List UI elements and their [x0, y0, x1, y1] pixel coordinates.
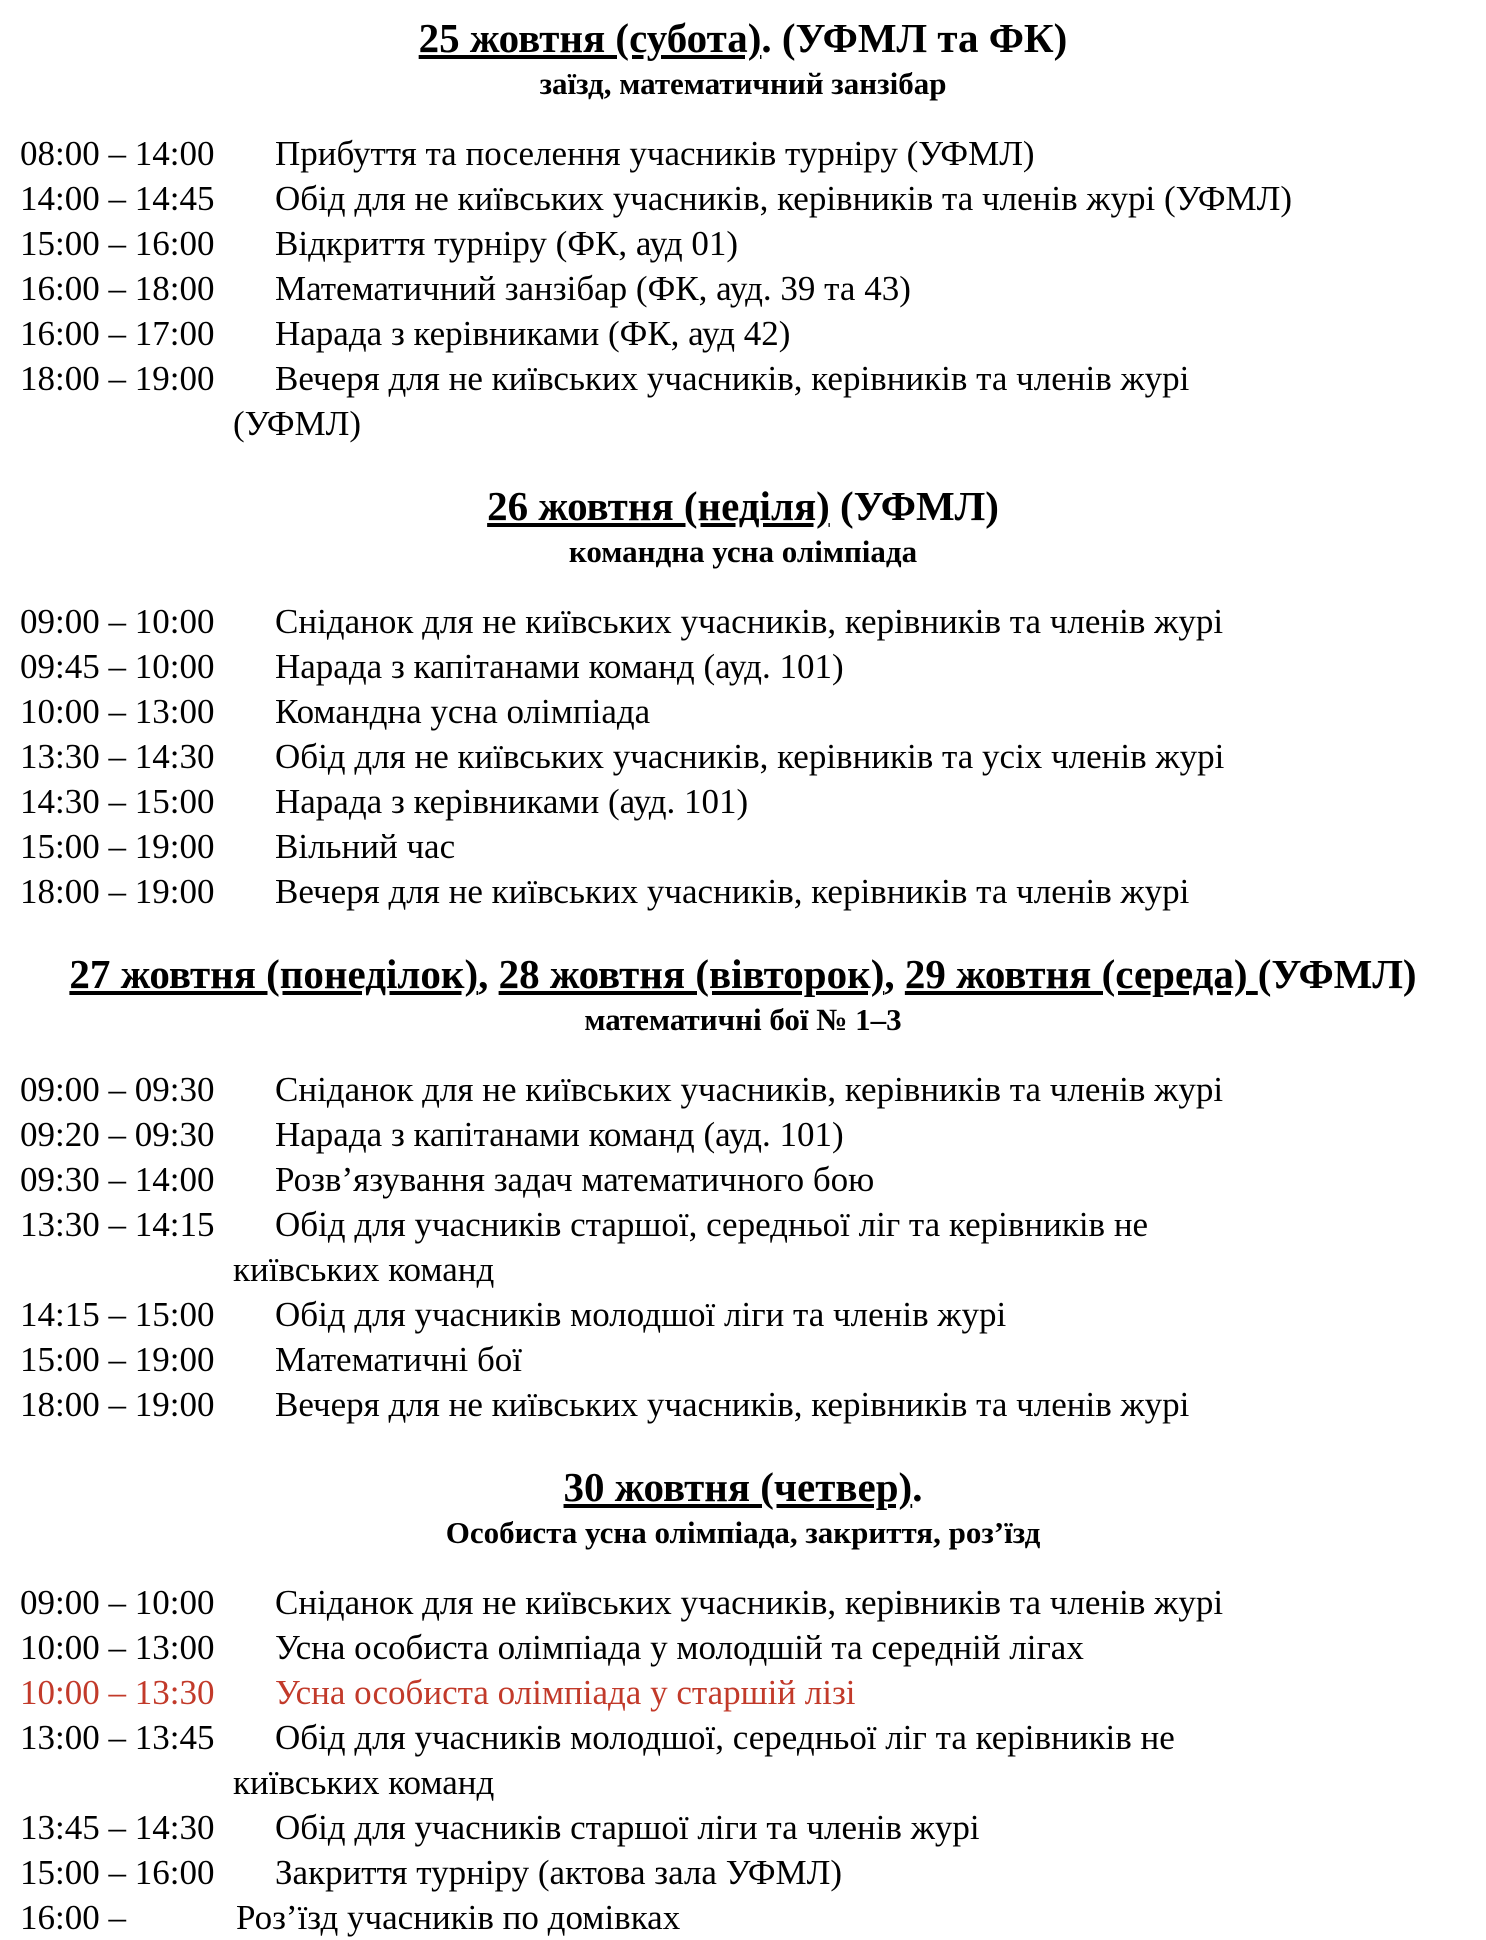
- time-range: 10:00 – 13:30: [20, 1673, 215, 1712]
- schedule-row: [0, 824, 1486, 869]
- schedule-row: [0, 1850, 1486, 1895]
- event-description: Математичні бої: [275, 1340, 522, 1379]
- schedule-rows: [0, 1067, 1486, 1427]
- event-description: Вечеря для не київських учасників, керівників та членів журі: [275, 359, 1190, 398]
- schedule-row: [0, 1382, 1486, 1427]
- schedule-row: [0, 266, 1486, 311]
- event-description: Обід для учасників молодшої, середньої ліг та керівників не: [275, 1718, 1175, 1757]
- time-range: 15:00 – 16:00: [20, 224, 215, 263]
- time-range: 15:00 – 16:00: [20, 1853, 215, 1892]
- time-range: 09:30 – 14:00: [20, 1160, 215, 1199]
- time-range: 16:00 – 18:00: [20, 269, 215, 308]
- schedule-row: [0, 1292, 1486, 1337]
- event-description: Закриття турніру (актова зала УФМЛ): [275, 1853, 843, 1892]
- title-date: 27 жовтня (понеділок): [69, 951, 479, 997]
- event-description-continuation: (УФМЛ): [233, 404, 362, 443]
- event-description: Обід для не київських учасників, керівників та усіх членів журі: [275, 737, 1225, 776]
- time-range: 13:30 – 14:30: [20, 737, 215, 776]
- schedule-row: [0, 869, 1486, 914]
- time-range: 09:45 – 10:00: [20, 647, 215, 686]
- section-title: [0, 950, 1486, 999]
- time-range: 14:00 – 14:45: [20, 179, 215, 218]
- schedule-row: [0, 1112, 1486, 1157]
- schedule-row: [0, 1202, 1486, 1292]
- schedule-row: [0, 779, 1486, 824]
- event-description: Обід для учасників старшої ліги та членів журі: [275, 1808, 980, 1847]
- schedule-row: [0, 131, 1486, 176]
- event-description: Нарада з капітанами команд (ауд. 101): [275, 647, 844, 686]
- section-day-6: [0, 1463, 1486, 1940]
- schedule-row: [0, 356, 1486, 446]
- title-separator: ,: [884, 951, 905, 997]
- section-subtitle: Особиста усна олімпіада, закриття, роз’їзд: [445, 1515, 1041, 1550]
- event-description: Роз’їзд учасників по домівках: [236, 1898, 681, 1937]
- schedule-row: [0, 1157, 1486, 1202]
- event-description: Командна усна олімпіада: [275, 692, 651, 731]
- event-description: Обід для учасників молодшої ліги та членів журі: [275, 1295, 1007, 1334]
- schedule-row: [0, 599, 1486, 644]
- section-days-3-5: [0, 950, 1486, 1427]
- schedule-row: [0, 644, 1486, 689]
- title-period: .: [912, 1464, 923, 1510]
- event-description: Обід для учасників старшої, середньої ліг та керівників не: [275, 1205, 1149, 1244]
- event-description: Нарада з капітанами команд (ауд. 101): [275, 1115, 844, 1154]
- schedule-row: [0, 221, 1486, 266]
- title-date: 26 жовтня (неділя): [487, 483, 830, 529]
- schedule-rows: [0, 131, 1486, 446]
- event-description: Розв’язування задач математичного бою: [275, 1160, 875, 1199]
- schedule-row: [0, 1580, 1486, 1625]
- event-description: Сніданок для не київських учасників, керівників та членів журі: [275, 1070, 1224, 1109]
- schedule-rows: [0, 1580, 1486, 1940]
- schedule-row: [0, 1715, 1486, 1805]
- title-date: 28 жовтня (вівторок): [498, 951, 885, 997]
- section-title: [0, 14, 1486, 63]
- section-subtitle: заїзд, математичний занзібар: [539, 66, 947, 101]
- event-description: Сніданок для не київських учасників, керівників та членів журі: [275, 602, 1224, 641]
- section-day-1: [0, 14, 1486, 446]
- time-range: 16:00 –: [20, 1898, 126, 1937]
- title-location: . (УФМЛ та ФК): [761, 15, 1068, 61]
- schedule-row: [0, 311, 1486, 356]
- schedule-row: [0, 1067, 1486, 1112]
- time-range: 18:00 – 19:00: [20, 872, 215, 911]
- time-range: 09:00 – 10:00: [20, 602, 215, 641]
- schedule-row: [0, 176, 1486, 221]
- time-range: 18:00 – 19:00: [20, 359, 215, 398]
- event-description: Усна особиста олімпіада у старшій лізі: [275, 1673, 856, 1712]
- event-description: Відкриття турніру (ФК, ауд 01): [275, 224, 739, 263]
- time-range: 15:00 – 19:00: [20, 1340, 215, 1379]
- time-range: 09:00 – 10:00: [20, 1583, 215, 1622]
- section-subtitle: командна усна олімпіада: [568, 534, 918, 569]
- schedule-row: [0, 1625, 1486, 1670]
- time-range: 15:00 – 19:00: [20, 827, 215, 866]
- time-range: 14:30 – 15:00: [20, 782, 215, 821]
- time-range: 14:15 – 15:00: [20, 1295, 215, 1334]
- event-description-continuation: київських команд: [233, 1250, 495, 1289]
- time-range: 13:30 – 14:15: [20, 1205, 215, 1244]
- title-location: (УФМЛ): [829, 483, 999, 529]
- title-date: 25 жовтня (субота): [418, 15, 762, 61]
- event-description: Вільний час: [275, 827, 456, 866]
- schedule-row: [0, 1337, 1486, 1382]
- event-description: Вечеря для не київських учасників, керівників та членів журі: [275, 1385, 1190, 1424]
- section-day-2: [0, 482, 1486, 914]
- section-subtitle: математичні бої № 1–3: [584, 1002, 902, 1037]
- event-description: Вечеря для не київських учасників, керівників та членів журі: [275, 872, 1190, 911]
- event-description: Сніданок для не київських учасників, керівників та членів журі: [275, 1583, 1224, 1622]
- event-description: Математичний занзібар (ФК, ауд. 39 та 43): [275, 269, 911, 308]
- title-date: 30 жовтня (четвер): [563, 1464, 913, 1510]
- section-title: [0, 1463, 1486, 1512]
- event-description: Прибуття та поселення учасників турніру (УФМЛ): [275, 134, 1035, 173]
- time-range: 10:00 – 13:00: [20, 692, 215, 731]
- event-description: Нарада з керівниками (ауд. 101): [275, 782, 749, 821]
- event-description: Нарада з керівниками (ФК, ауд 42): [275, 314, 791, 353]
- title-location: (УФМЛ): [1257, 951, 1417, 997]
- title-separator: ,: [478, 951, 499, 997]
- schedule-row: [0, 734, 1486, 779]
- schedule-rows: [0, 599, 1486, 914]
- time-range: 18:00 – 19:00: [20, 1385, 215, 1424]
- time-range: 13:00 – 13:45: [20, 1718, 215, 1757]
- section-title: [0, 482, 1486, 531]
- schedule-row: [0, 689, 1486, 734]
- title-date: 29 жовтня (середа): [904, 951, 1258, 997]
- time-range: 13:45 – 14:30: [20, 1808, 215, 1847]
- event-description-continuation: київських команд: [233, 1763, 495, 1802]
- schedule-row-highlighted: [0, 1670, 1486, 1715]
- event-description: Обід для не київських учасників, керівників та членів журі (УФМЛ): [275, 179, 1293, 218]
- time-range: 09:20 – 09:30: [20, 1115, 215, 1154]
- schedule-row: [0, 1805, 1486, 1850]
- time-range: 10:00 – 13:00: [20, 1628, 215, 1667]
- time-range: 16:00 – 17:00: [20, 314, 215, 353]
- time-range: 09:00 – 09:30: [20, 1070, 215, 1109]
- time-range: 08:00 – 14:00: [20, 134, 215, 173]
- event-description: Усна особиста олімпіада у молодшій та середній лігах: [275, 1628, 1084, 1667]
- schedule-row: [0, 1895, 1486, 1940]
